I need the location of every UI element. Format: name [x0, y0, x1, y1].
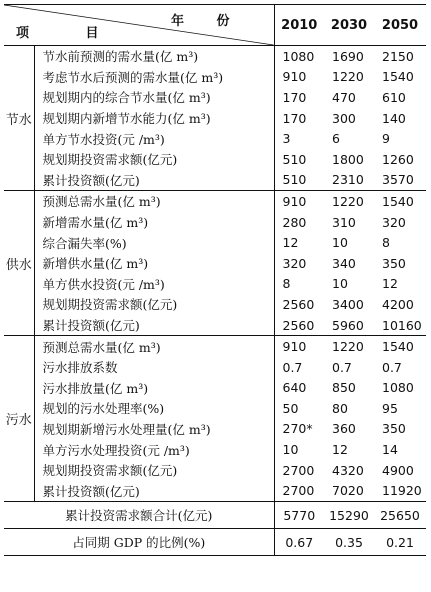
cell-value: 1220 [332, 69, 364, 85]
cell-value: 2700 [282, 483, 315, 499]
row-label: 单方节水投资(元 /m³) [34, 128, 274, 149]
cell-value: 910 [282, 69, 307, 85]
cell-value: 910 [274, 336, 324, 357]
cell-value: 6 [332, 131, 340, 147]
row-label: 预测总需水量(亿 m³) [34, 336, 274, 357]
table-body [4, 46, 426, 556]
table-row [4, 378, 426, 399]
row-label: 单方污水处理投资(元 /m³) [34, 439, 274, 460]
summary-value: 15290 [324, 502, 374, 529]
cell-value: 14 [382, 442, 398, 458]
table-row [4, 419, 426, 440]
cell-value: 640 [282, 380, 307, 396]
cell-value: 280 [282, 214, 307, 230]
cell-value: 510 [282, 151, 307, 167]
row-label: 规划期投资需求额(亿元) [34, 149, 274, 170]
cell-value: 1080 [282, 48, 315, 64]
cell-value: 1080 [382, 380, 414, 396]
summary-row [4, 529, 426, 556]
cell-value: 12 [282, 235, 299, 251]
row-label: 规划期投资需求额(亿元) [34, 460, 274, 481]
table-row [4, 480, 426, 501]
cell-value: 9 [382, 131, 390, 147]
cell-value: 910 [274, 191, 324, 212]
cell-value: 3400 [332, 296, 364, 312]
cell-value: 300 [332, 110, 356, 126]
year-header-2010: 2010 [281, 17, 318, 33]
table-row [4, 439, 426, 460]
table-row [4, 191, 426, 212]
summary-row [4, 502, 426, 529]
row-label: 考虑节水后预测的需水量(亿 m³) [34, 67, 274, 88]
cell-value: 1540 [374, 336, 426, 357]
cell-value: 8 [282, 276, 291, 292]
cell-value: 3570 [382, 172, 414, 188]
table-row [4, 398, 426, 419]
cell-value: 12 [382, 276, 398, 292]
year-header-2030: 2030 [330, 17, 368, 33]
cell-value: 0.7 [332, 359, 352, 375]
cell-value: 1540 [382, 69, 414, 85]
table-row [4, 170, 426, 191]
cell-value: 340 [332, 255, 356, 271]
row-label: 新增需水量(亿 m³) [34, 212, 274, 233]
cell-value: 11920 [382, 483, 422, 499]
cell-value: 1540 [374, 191, 426, 212]
summary-value: 0.67 [274, 529, 324, 556]
row-label: 污水排放系数 [34, 357, 274, 378]
row-label: 规划期投资需求额(亿元) [34, 294, 274, 315]
cell-value: 0.7 [282, 359, 303, 375]
cell-value: 50 [282, 400, 299, 416]
cell-value: 850 [332, 380, 356, 396]
investment-table [4, 4, 426, 556]
row-label: 综合漏失率(%) [34, 232, 274, 253]
group-label: 供水 [4, 191, 34, 336]
row-label: 新增供水量(亿 m³) [34, 253, 274, 274]
table-row [4, 67, 426, 88]
year-header-label: 年 份 [170, 14, 244, 29]
table-row [4, 128, 426, 149]
row-label: 预测总需水量(亿 m³) [34, 191, 274, 212]
cell-value: 10 [332, 276, 348, 292]
cell-value: 470 [332, 89, 356, 105]
cell-value: 140 [382, 110, 406, 126]
row-label: 累计投资额(亿元) [34, 315, 274, 336]
summary-value: 5770 [274, 502, 324, 529]
cell-value: 2560 [282, 317, 315, 333]
row-label: 规划期内的综合节水量(亿 m³) [34, 87, 274, 108]
table-row [4, 253, 426, 274]
cell-value: 10160 [382, 317, 422, 333]
item-header-label: 项 目 [16, 26, 125, 41]
cell-value: 360 [332, 421, 356, 437]
table-row [4, 274, 426, 295]
cell-value: 10 [282, 442, 299, 458]
cell-value: 10 [332, 235, 348, 251]
table-row [4, 108, 426, 129]
row-label: 规划期新增污水处理量(亿 m³) [34, 419, 274, 440]
row-label: 节水前预测的需水量(亿 m³) [34, 46, 274, 67]
cell-value: 350 [382, 255, 406, 271]
table-row [4, 460, 426, 481]
summary-label: 占同期 GDP 的比例(%) [4, 529, 274, 556]
table-row [4, 336, 426, 357]
cell-value: 5960 [332, 317, 364, 333]
row-label: 规划期内新增节水能力(亿 m³) [34, 108, 274, 129]
cell-value: 80 [332, 400, 348, 416]
table-row [4, 294, 426, 315]
cell-value: 2700 [282, 462, 315, 478]
cell-value: 1260 [382, 151, 414, 167]
row-label: 累计投资额(亿元) [34, 170, 274, 191]
summary-value: 0.35 [324, 529, 374, 556]
header-row [4, 5, 426, 46]
cell-value: 8 [382, 235, 390, 251]
group-label: 污水 [4, 336, 34, 502]
table-row [4, 357, 426, 378]
cell-value: 95 [382, 400, 398, 416]
table-row [4, 212, 426, 233]
cell-value: 270* [282, 421, 313, 437]
row-label: 污水排放量(亿 m³) [34, 378, 274, 399]
cell-value: 4900 [382, 462, 414, 478]
row-label: 单方供水投资(元 /m³) [34, 274, 274, 295]
cell-value: 1220 [324, 336, 374, 357]
group-label: 节水 [4, 46, 34, 191]
cell-value: 610 [382, 89, 406, 105]
cell-value: 320 [282, 255, 307, 271]
cell-value: 170 [282, 89, 307, 105]
summary-value: 25650 [374, 502, 426, 529]
row-label: 规划的污水处理率(%) [34, 398, 274, 419]
table-row [4, 46, 426, 67]
year-header-2050: 2050 [381, 17, 419, 33]
table-row [4, 149, 426, 170]
cell-value: 320 [382, 214, 406, 230]
row-label: 累计投资额(亿元) [34, 480, 274, 501]
cell-value: 350 [382, 421, 406, 437]
diagonal-header-cell [4, 5, 274, 46]
cell-value: 2150 [382, 48, 414, 64]
cell-value: 2560 [282, 296, 315, 312]
summary-label: 累计投资需求额合计(亿元) [4, 502, 274, 529]
summary-value: 0.21 [374, 529, 426, 556]
cell-value: 1690 [332, 48, 364, 64]
table-row [4, 315, 426, 336]
cell-value: 4200 [382, 296, 414, 312]
cell-value: 12 [332, 442, 348, 458]
cell-value: 3 [282, 131, 291, 147]
cell-value: 2310 [332, 172, 364, 188]
cell-value: 7020 [332, 483, 364, 499]
table-row [4, 232, 426, 253]
cell-value: 170 [282, 110, 307, 126]
cell-value: 310 [332, 214, 356, 230]
cell-value: 1800 [332, 151, 364, 167]
cell-value: 510 [282, 172, 307, 188]
cell-value: 1220 [324, 191, 374, 212]
cell-value: 4320 [332, 462, 364, 478]
table-row [4, 87, 426, 108]
cell-value: 0.7 [382, 359, 402, 375]
